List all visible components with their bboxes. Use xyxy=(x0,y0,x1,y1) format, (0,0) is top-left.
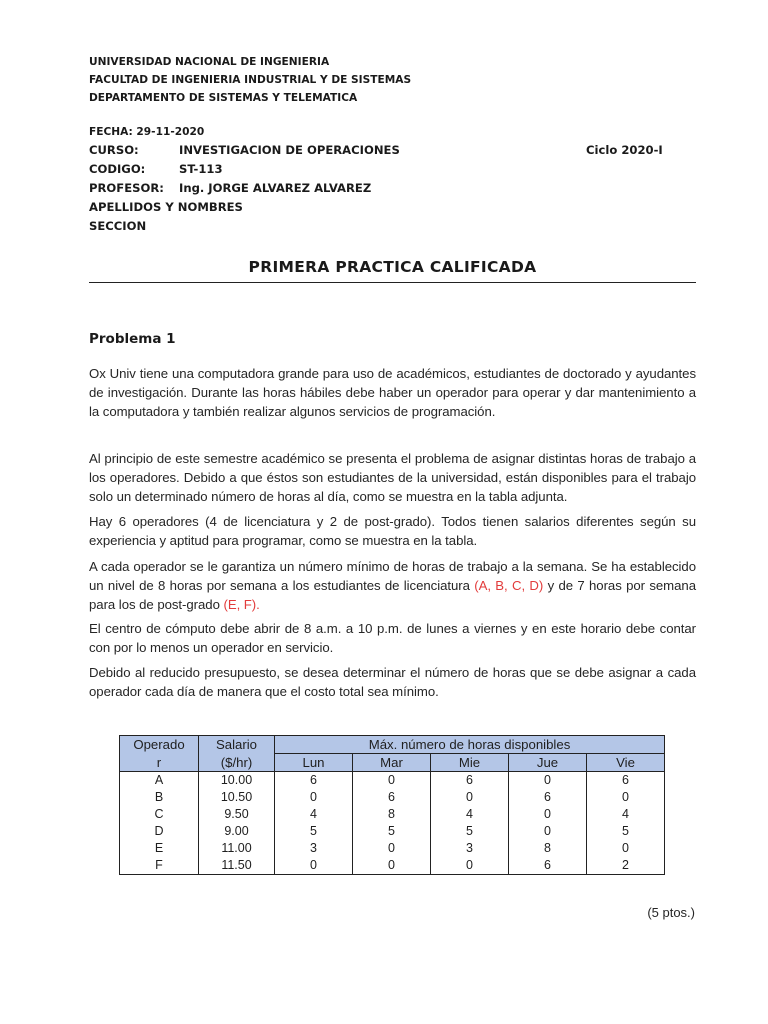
hours-cell: 6 xyxy=(431,772,509,790)
header-salario-1: Salario xyxy=(199,736,275,754)
hours-cell: 0 xyxy=(275,789,353,806)
undergrad-operators-highlight: (A, B, C, D) xyxy=(474,578,544,593)
hours-cell: 0 xyxy=(431,857,509,875)
points-label: (5 ptos.) xyxy=(647,905,695,920)
code-label: CODIGO: xyxy=(89,162,146,176)
department-name: DEPARTAMENTO DE SISTEMAS Y TELEMATICA xyxy=(89,92,358,104)
hours-cell: 0 xyxy=(509,806,587,823)
paragraph-6: Debido al reducido presupuesto, se desea determinar el número de horas que se debe asignar a cada operador cada día de manera que el costo total sea mínimo. xyxy=(89,665,696,699)
hours-cell: 5 xyxy=(587,823,665,840)
hours-cell: 0 xyxy=(353,840,431,857)
paragraph-1: Ox Univ tiene una computadora grande para uso de académicos, estudiantes de doctorado y ayudantes de investigación. Durante las horas hábiles debe haber un operador para operar y dar mantenimiento a la computadora y también realizar algunos servicios de programación. xyxy=(89,366,696,419)
paragraph-5: El centro de cómputo debe abrir de 8 a.m. a 10 p.m. de lunes a viernes y en este horario debe contar con por lo menos un operador en servicio. xyxy=(89,621,696,655)
hours-cell: 6 xyxy=(275,772,353,790)
header-day-lun: Lun xyxy=(275,754,353,772)
salary-cell: 11.50 xyxy=(199,857,275,875)
hours-cell: 6 xyxy=(587,772,665,790)
hours-cell: 3 xyxy=(275,840,353,857)
header-day-mar: Mar xyxy=(353,754,431,772)
section-label: SECCION xyxy=(89,219,147,233)
operator-cell: D xyxy=(120,823,199,840)
availability-table xyxy=(119,735,665,875)
operator-cell: F xyxy=(120,857,199,875)
header-day-vie: Vie xyxy=(587,754,665,772)
faculty-name: FACULTAD DE INGENIERIA INDUSTRIAL Y DE SISTEMAS xyxy=(89,74,412,86)
table-row xyxy=(120,806,665,823)
paragraph-4-text-b: y de 7 horas por semana para los de post-grado xyxy=(89,578,696,612)
hours-cell: 5 xyxy=(275,823,353,840)
hours-cell: 8 xyxy=(509,840,587,857)
course-value: INVESTIGACION DE OPERACIONES xyxy=(179,143,400,157)
operator-cell: A xyxy=(120,772,199,790)
hours-cell: 6 xyxy=(353,789,431,806)
hours-cell: 4 xyxy=(275,806,353,823)
table-row xyxy=(120,823,665,840)
postgrad-operators-highlight: (E, F). xyxy=(223,597,260,612)
header-operador-1: Operado xyxy=(120,736,199,754)
page-title: PRIMERA PRACTICA CALIFICADA xyxy=(248,258,537,276)
table-row xyxy=(120,772,665,790)
table-row xyxy=(120,789,665,806)
header-operador-2: r xyxy=(120,754,199,772)
hours-cell: 3 xyxy=(431,840,509,857)
hours-cell: 4 xyxy=(431,806,509,823)
operator-cell: B xyxy=(120,789,199,806)
code-value: ST-113 xyxy=(179,162,223,176)
student-name-label: APELLIDOS Y NOMBRES xyxy=(89,200,243,214)
professor-value: Ing. JORGE ALVAREZ ALVAREZ xyxy=(179,181,372,195)
hours-cell: 6 xyxy=(509,789,587,806)
hours-cell: 2 xyxy=(587,857,665,875)
table-row xyxy=(120,857,665,875)
course-label: CURSO: xyxy=(89,143,139,157)
cycle: Ciclo 2020-I xyxy=(586,143,663,157)
title-underline xyxy=(89,282,696,283)
hours-cell: 0 xyxy=(353,857,431,875)
problem-title: Problema 1 xyxy=(89,331,176,347)
hours-cell: 0 xyxy=(275,857,353,875)
hours-cell: 4 xyxy=(587,806,665,823)
hours-cell: 0 xyxy=(353,772,431,790)
header-day-mie: Mie xyxy=(431,754,509,772)
hours-cell: 0 xyxy=(509,772,587,790)
paragraph-4 xyxy=(89,557,696,614)
header-hours-group: Máx. número de horas disponibles xyxy=(275,736,665,754)
hours-cell: 0 xyxy=(587,789,665,806)
hours-cell: 5 xyxy=(431,823,509,840)
hours-cell: 6 xyxy=(509,857,587,875)
paragraph-4-text-a: A cada operador se le garantiza un número mínimo de horas de trabajo a la semana. Se ha establecido un nivel de 8 horas por semana a los estudiantes de licenciatura xyxy=(89,559,696,593)
hours-cell: 8 xyxy=(353,806,431,823)
header-day-jue: Jue xyxy=(509,754,587,772)
salary-cell: 9.00 xyxy=(199,823,275,840)
university-name: UNIVERSIDAD NACIONAL DE INGENIERIA xyxy=(89,56,330,68)
header-salario-2: ($/hr) xyxy=(199,754,275,772)
hours-cell: 5 xyxy=(353,823,431,840)
paragraph-3: Hay 6 operadores (4 de licenciatura y 2 de post-grado). Todos tienen salarios diferentes según su experiencia y aptitud para programar, como se muestra en la tabla. xyxy=(89,514,696,548)
operator-cell: E xyxy=(120,840,199,857)
hours-cell: 0 xyxy=(587,840,665,857)
salary-cell: 11.00 xyxy=(199,840,275,857)
hours-cell: 0 xyxy=(509,823,587,840)
exam-date: FECHA: 29-11-2020 xyxy=(89,126,205,138)
salary-cell: 10.00 xyxy=(199,772,275,790)
paragraph-2: Al principio de este semestre académico se presenta el problema de asignar distintas horas de trabajo a los operadores. Debido a que éstos son estudiantes de la universidad, están disponibles para el trabajo solo un determinado número de horas al día, como se muestra en la tabla adjunta. xyxy=(89,451,696,504)
table-row xyxy=(120,840,665,857)
hours-cell: 0 xyxy=(431,789,509,806)
professor-label: PROFESOR: xyxy=(89,181,164,195)
operator-cell: C xyxy=(120,806,199,823)
salary-cell: 10.50 xyxy=(199,789,275,806)
salary-cell: 9.50 xyxy=(199,806,275,823)
